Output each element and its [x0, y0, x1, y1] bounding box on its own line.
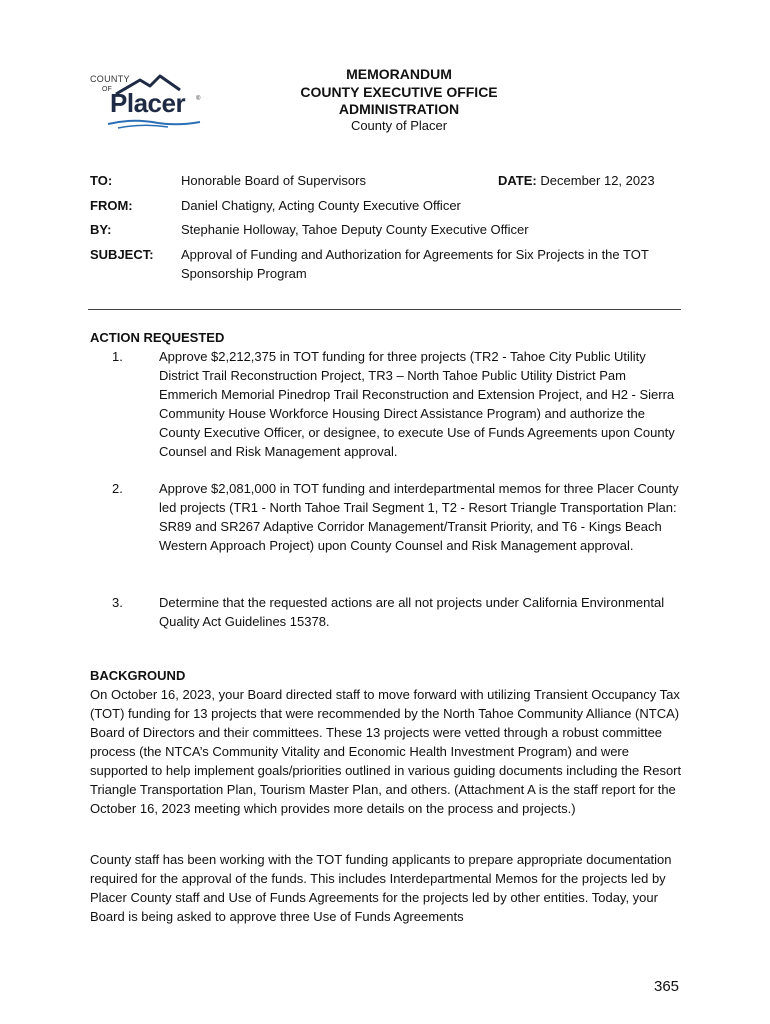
action-requested-heading: ACTION REQUESTED [90, 330, 225, 345]
county-of-placer-logo [88, 68, 208, 130]
county-subtitle: County of Placer [350, 118, 448, 133]
action-item-number: 2. [112, 481, 123, 496]
date-field [498, 173, 655, 188]
subject-label: SUBJECT: [90, 247, 154, 262]
action-item-number: 1. [112, 349, 123, 364]
logo-county-text: COUNTY [90, 74, 130, 84]
action-item-text: Approve $2,212,375 in TOT funding for three projects (TR2 - Tahoe City Public Utility District Trail Reconstruction Project, TR3 – North Tahoe Public Utility District Pam Emmerich Memorial Pinedrop Trail Reconstruction and Extension Project, and H2 - Sierra Community House Workforce Housing Direct Assistance Program) and authorize the County Executive Officer, or designee, to execute Use of Funds Agreements upon County Counsel and Risk Management approval. [159, 349, 675, 459]
logo-placer-text: Placer [110, 88, 186, 118]
date-label: DATE: [498, 173, 537, 188]
by-label: BY: [90, 222, 112, 237]
date-value: December 12, 2023 [540, 173, 655, 188]
page-number: 365 [654, 978, 680, 995]
action-item-number: 3. [112, 595, 123, 610]
background-heading: BACKGROUND [90, 668, 186, 683]
from-value: Daniel Chatigny, Acting County Executive Officer [181, 198, 461, 213]
background-paragraph-2: County staff has been working with the TOT funding applicants to prepare appropriate documentation required for the approval of the funds. This includes Interdepartmental Memos for the projects led by Placer County staff and Use of Funds Agreements for the projects led by other entities. Today, your Board is being asked to approve three Use of Funds Agreements [90, 852, 672, 924]
to-value: Honorable Board of Supervisors [181, 173, 366, 188]
header-divider [88, 309, 681, 310]
by-value: Stephanie Holloway, Tahoe Deputy County Executive Officer [181, 222, 529, 237]
from-label: FROM: [90, 198, 133, 213]
action-item-text: Approve $2,081,000 in TOT funding and interdepartmental memos for three Placer County led projects (TR1 - North Tahoe Trail Segment 1, T2 - Resort Triangle Transportation Plan: SR89 and SR267 Adaptive Corridor Management/Transit Priority, and T6 - Kings Beach Western Approach Project) upon County Counsel and Risk Management approval. [159, 481, 679, 553]
to-label: TO: [90, 173, 113, 188]
office-title: COUNTY EXECUTIVE OFFICE [300, 84, 498, 100]
subject-value: Approval of Funding and Authorization for Agreements for Six Projects in the TOT Sponsorship Program [181, 247, 649, 281]
action-item-text: Determine that the requested actions are all not projects under California Environmental Quality Act Guidelines 15378. [159, 595, 665, 629]
memo-title: MEMORANDUM [346, 66, 452, 82]
logo-registered-mark: ® [196, 96, 201, 102]
background-paragraph-1: On October 16, 2023, your Board directed staff to move forward with utilizing Transient Occupancy Tax (TOT) funding for 13 projects that were recommended by the North Tahoe Community Alliance (NTCA) Board of Directors and their committees. These 13 projects were vetted through a robust committee process (the NTCA’s Community Vitality and Economic Health Investment Program) and were supported to help implement goals/priorities outlined in various guiding documents including the Resort Triangle Transportation Plan, Tourism Master Plan, and others. (Attachment A is the staff report for the October 16, 2023 meeting which provides more details on the process and projects.) [90, 687, 682, 816]
logo-of-text: OF [102, 86, 112, 93]
division-title: ADMINISTRATION [338, 101, 460, 117]
